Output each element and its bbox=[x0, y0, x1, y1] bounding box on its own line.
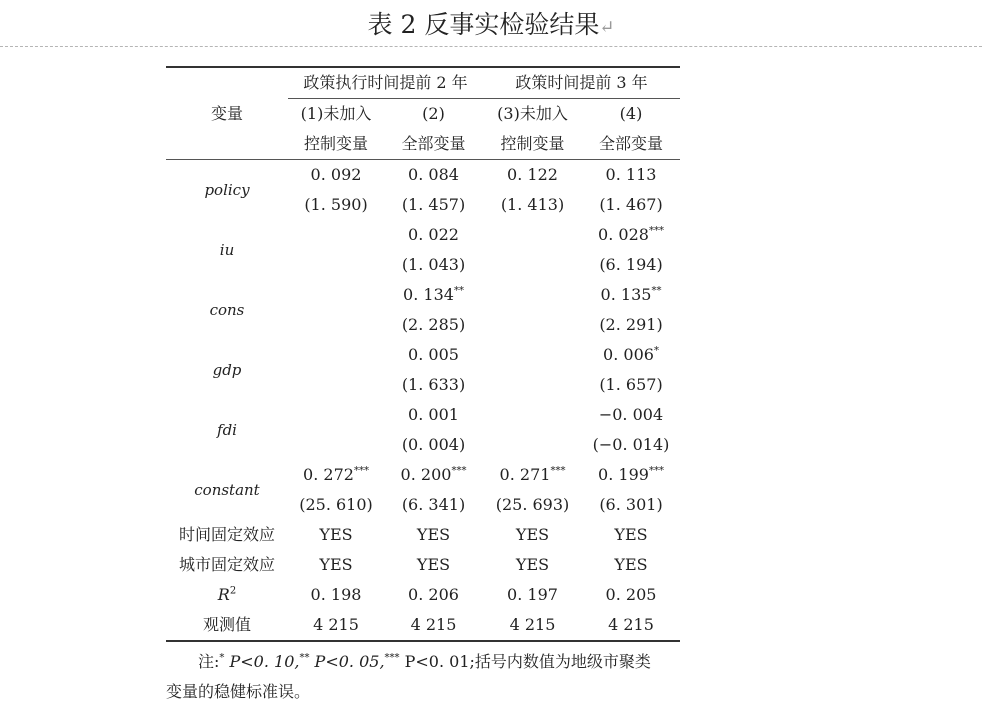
var-iu: iu bbox=[219, 241, 235, 259]
cell: 0. 198 bbox=[310, 585, 362, 604]
significance-stars: ** bbox=[651, 285, 662, 297]
cell bbox=[483, 340, 582, 370]
cell bbox=[582, 280, 680, 310]
cell: (1. 633) bbox=[401, 375, 466, 394]
significance-stars: ** bbox=[453, 285, 464, 297]
cell bbox=[582, 460, 680, 490]
header-col2-a: (2) bbox=[422, 104, 445, 123]
note-line-2: 变量的稳健标准误。 bbox=[166, 682, 311, 701]
cell-value: 0. 200 bbox=[400, 465, 452, 484]
significance-stars: *** bbox=[648, 465, 664, 477]
header-group-2yr: 政策执行时间提前 2 年 bbox=[288, 67, 483, 99]
cell: 0. 206 bbox=[408, 585, 459, 604]
row-label bbox=[166, 580, 288, 610]
cell bbox=[582, 220, 680, 250]
cell bbox=[483, 280, 582, 310]
header-group-3yr: 政策时间提前 3 年 bbox=[483, 67, 680, 99]
cell: 0. 205 bbox=[605, 585, 657, 604]
r2-superscript: 2 bbox=[229, 585, 237, 597]
note-star-2: ** bbox=[299, 652, 310, 664]
cell: 0. 022 bbox=[408, 225, 459, 244]
cell bbox=[288, 460, 384, 490]
note-star-1: * bbox=[219, 652, 225, 664]
cell: YES bbox=[614, 555, 648, 574]
cell-value: 0. 006 bbox=[603, 345, 654, 364]
cell: 0. 122 bbox=[483, 160, 582, 191]
cell: (1. 657) bbox=[599, 375, 663, 394]
table-row-gdp-coef bbox=[166, 340, 680, 370]
cell bbox=[483, 460, 582, 490]
table-title-text: 表 2 反事实检验结果 bbox=[367, 10, 600, 39]
cell: 0. 092 bbox=[288, 160, 384, 191]
cell: (6. 301) bbox=[599, 495, 663, 514]
row-label: 观测值 bbox=[166, 610, 288, 641]
table-row-city-fe bbox=[166, 550, 680, 580]
var-policy: policy bbox=[166, 160, 288, 221]
note-star-3: *** bbox=[384, 652, 400, 664]
cell: YES bbox=[319, 525, 353, 544]
cell: 0. 084 bbox=[384, 160, 483, 191]
header-row-1 bbox=[166, 67, 680, 99]
cell: (2. 285) bbox=[401, 315, 466, 334]
cell-value: 0. 135 bbox=[600, 285, 652, 304]
var-gdp: gdp bbox=[212, 361, 242, 379]
cell: YES bbox=[319, 555, 353, 574]
r2-letter: R bbox=[217, 585, 230, 604]
cell: (−0. 014) bbox=[592, 435, 670, 454]
cell: (1. 413) bbox=[500, 195, 565, 214]
note-p3: P<0. 01;括号内数值为地级市聚类 bbox=[399, 652, 651, 671]
row-label: 城市固定效应 bbox=[178, 555, 275, 574]
cell: 0. 113 bbox=[582, 160, 680, 191]
return-mark-icon: ↵ bbox=[599, 17, 615, 38]
cell-value: 0. 271 bbox=[499, 465, 551, 484]
cell bbox=[288, 370, 384, 400]
cell: (25. 610) bbox=[299, 495, 373, 514]
table-row-cons-coef bbox=[166, 280, 680, 310]
header-col1-a: (1)未加入 bbox=[300, 104, 372, 123]
table-row-observations bbox=[166, 610, 680, 641]
cell bbox=[483, 400, 582, 430]
header-col1-b: 控制变量 bbox=[303, 134, 368, 153]
cell bbox=[288, 430, 384, 460]
cell: −0. 004 bbox=[598, 405, 664, 424]
cell: (6. 194) bbox=[599, 255, 663, 274]
cell: YES bbox=[515, 555, 550, 574]
cell: 4 215 bbox=[288, 610, 384, 641]
header-col3-a: (3)未加入 bbox=[497, 104, 568, 123]
cell: (1. 457) bbox=[401, 195, 466, 214]
cell: (6. 341) bbox=[401, 495, 466, 514]
var-constant: constant bbox=[194, 481, 260, 499]
cell: YES bbox=[515, 525, 550, 544]
cell: 0. 001 bbox=[408, 405, 459, 424]
page-break-dashed-line bbox=[0, 46, 982, 47]
note-p1: P<0. 10, bbox=[224, 652, 300, 671]
significance-stars: *** bbox=[451, 465, 467, 477]
cell: 4 215 bbox=[483, 610, 582, 641]
cell: (0. 004) bbox=[401, 435, 466, 454]
note-line-1 bbox=[166, 647, 686, 677]
cell: 4 215 bbox=[384, 610, 483, 641]
significance-stars: *** bbox=[353, 465, 369, 477]
cell bbox=[582, 340, 680, 370]
cell bbox=[483, 370, 582, 400]
header-col2-b: 全部变量 bbox=[401, 134, 466, 153]
cell bbox=[288, 400, 384, 430]
cell bbox=[483, 250, 582, 280]
cell-value: 0. 272 bbox=[303, 465, 354, 484]
note-prefix: 注: bbox=[198, 652, 220, 671]
table-note bbox=[166, 647, 686, 707]
table-row-time-fe bbox=[166, 520, 680, 550]
cell bbox=[483, 310, 582, 340]
var-fdi: fdi bbox=[217, 421, 237, 439]
cell bbox=[288, 250, 384, 280]
cell bbox=[483, 220, 582, 250]
cell bbox=[288, 220, 384, 250]
header-col4-b: 全部变量 bbox=[598, 134, 663, 153]
cell: YES bbox=[416, 555, 451, 574]
cell: 4 215 bbox=[582, 610, 680, 641]
note-p2: P<0. 05, bbox=[309, 652, 385, 671]
significance-stars: *** bbox=[550, 465, 566, 477]
cell bbox=[288, 310, 384, 340]
row-label: 时间固定效应 bbox=[178, 525, 275, 544]
cell bbox=[288, 340, 384, 370]
cell: 0. 197 bbox=[507, 585, 558, 604]
cell: (25. 693) bbox=[495, 495, 570, 514]
cell: (1. 590) bbox=[304, 195, 368, 214]
cell: YES bbox=[614, 525, 648, 544]
cell: (2. 291) bbox=[599, 315, 663, 334]
cell bbox=[384, 460, 483, 490]
cell bbox=[483, 430, 582, 460]
cell: YES bbox=[416, 525, 451, 544]
cell: (1. 043) bbox=[401, 255, 466, 274]
table-row-constant-coef bbox=[166, 460, 680, 490]
table-row-fdi-coef bbox=[166, 400, 680, 430]
cell-value: 0. 134 bbox=[403, 285, 454, 304]
counterfactual-results-table bbox=[166, 66, 680, 642]
significance-stars: *** bbox=[648, 225, 664, 237]
header-col4-a: (4) bbox=[619, 104, 643, 123]
cell bbox=[288, 280, 384, 310]
var-cons: cons bbox=[209, 301, 245, 319]
cell bbox=[384, 280, 483, 310]
table-row-r2 bbox=[166, 580, 680, 610]
table-row-policy-coef bbox=[166, 160, 680, 191]
cell-value: 0. 028 bbox=[598, 225, 649, 244]
table-title bbox=[0, 8, 982, 45]
header-col3-b: 控制变量 bbox=[500, 134, 565, 153]
cell: (1. 467) bbox=[599, 195, 663, 214]
header-variable: 变量 bbox=[166, 67, 288, 160]
table-row-iu-coef bbox=[166, 220, 680, 250]
cell: 0. 005 bbox=[408, 345, 459, 364]
significance-stars: * bbox=[653, 345, 659, 357]
cell-value: 0. 199 bbox=[598, 465, 649, 484]
